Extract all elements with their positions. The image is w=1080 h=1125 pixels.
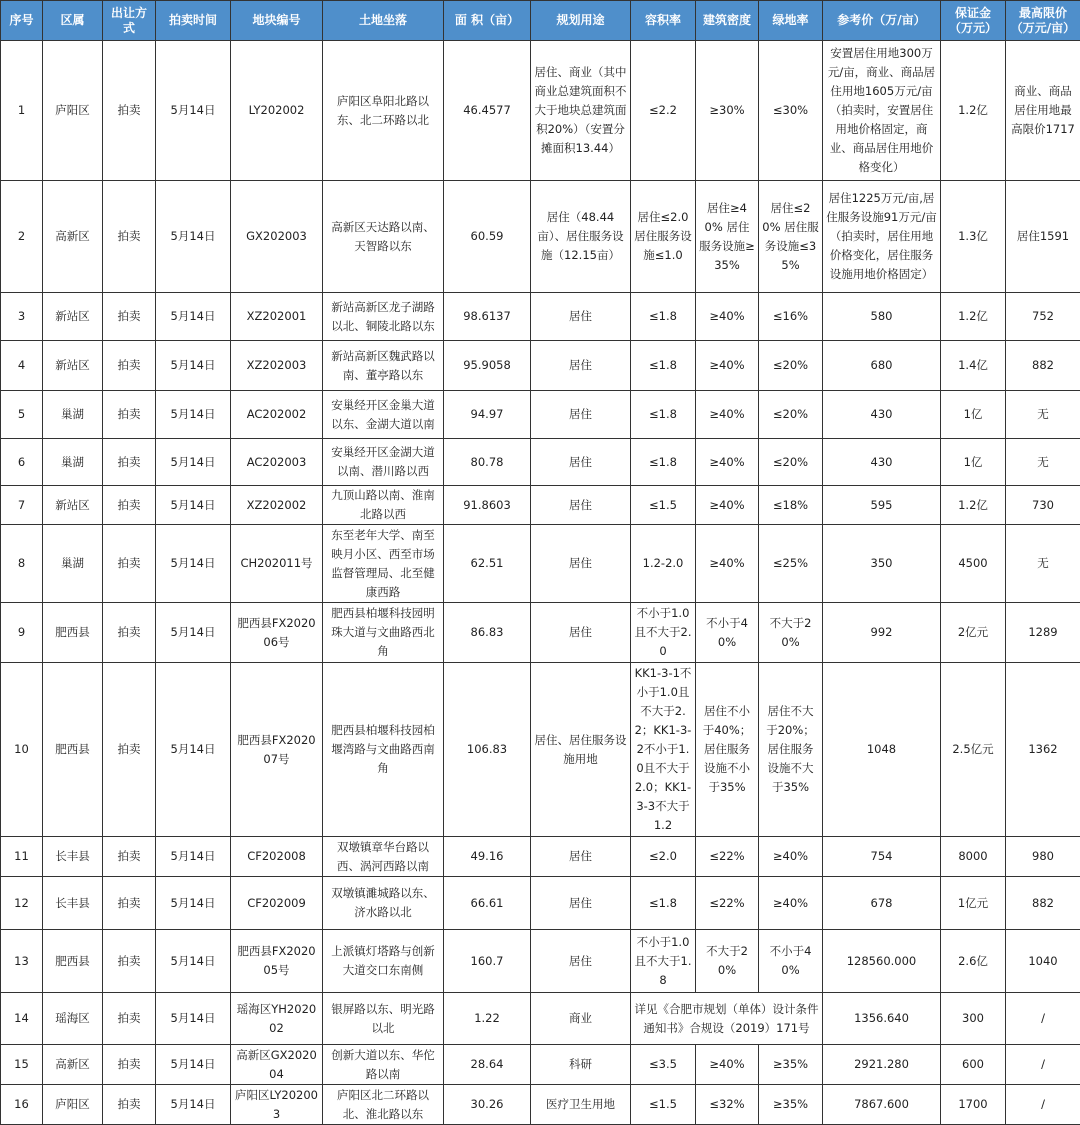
cell-reference-price: 430 [823,439,941,486]
cell-seq: 4 [1,341,43,391]
cell-seq: 3 [1,293,43,341]
table-header-row [1,1,1080,41]
cell-district: 新站区 [43,486,103,525]
header-location: 土地坐落 [323,1,444,41]
cell-planned-use: 居住 [531,930,631,993]
cell-seq: 13 [1,930,43,993]
cell-parcel-code: AC202003 [231,439,323,486]
cell-transfer-method: 拍卖 [103,930,156,993]
cell-plot-ratio: KK1-3-1不小于1.0且不大于2.2；KK1-3-2不小于1.0且不大于2.0；KK1-3-3不大于1.2 [631,663,696,837]
cell-reference-price: 350 [823,525,941,603]
cell-green-ratio: 不小于40% [759,930,823,993]
cell-location: 创新大道以东、华佗路以南 [323,1045,444,1085]
cell-planned-use: 居住（48.44亩）、居住服务设施（12.15亩） [531,181,631,293]
cell-location: 新站高新区魏武路以南、董亭路以东 [323,341,444,391]
cell-building-density: ≥40% [696,525,759,603]
cell-district: 庐阳区 [43,41,103,181]
cell-max-price: 无 [1006,391,1080,439]
cell-transfer-method: 拍卖 [103,341,156,391]
cell-district: 巢湖 [43,525,103,603]
cell-district: 高新区 [43,1045,103,1085]
cell-area: 46.4577 [444,41,531,181]
cell-max-price: 无 [1006,525,1080,603]
cell-seq: 8 [1,525,43,603]
cell-reference-price: 678 [823,877,941,930]
cell-green-ratio: ≤25% [759,525,823,603]
cell-planned-use: 居住、商业（其中商业总建筑面积不大于地块总建筑面积20%）（安置分摊面积13.44） [531,41,631,181]
table-row [1,663,1080,837]
cell-deposit: 1700 [941,1085,1006,1125]
table-row [1,877,1080,930]
cell-district: 长丰县 [43,837,103,877]
cell-planned-use: 居住 [531,525,631,603]
cell-planned-use: 居住 [531,837,631,877]
cell-district: 长丰县 [43,877,103,930]
cell-building-density: ≥30% [696,41,759,181]
cell-deposit: 1亿元 [941,877,1006,930]
cell-location: 庐阳区阜阳北路以东、北二环路以北 [323,41,444,181]
cell-deposit: 2.6亿 [941,930,1006,993]
cell-planned-use: 医疗卫生用地 [531,1085,631,1125]
cell-building-density: 不小于40% [696,603,759,663]
header-transfer-method: 出让方式 [103,1,156,41]
cell-deposit: 1.2亿 [941,41,1006,181]
cell-max-price: / [1006,1085,1080,1125]
cell-green-ratio: ≤20% [759,439,823,486]
cell-seq: 12 [1,877,43,930]
cell-seq: 16 [1,1085,43,1125]
cell-auction-date: 5月14日 [156,439,231,486]
cell-area: 94.97 [444,391,531,439]
cell-green-ratio: ≥35% [759,1045,823,1085]
cell-planned-use: 居住 [531,391,631,439]
cell-deposit: 1.3亿 [941,181,1006,293]
cell-reference-price: 2921.280 [823,1045,941,1085]
cell-deposit: 600 [941,1045,1006,1085]
cell-green-ratio: ≤18% [759,486,823,525]
cell-transfer-method: 拍卖 [103,181,156,293]
cell-deposit: 1亿 [941,439,1006,486]
cell-parcel-code: XZ202003 [231,341,323,391]
cell-seq: 7 [1,486,43,525]
cell-auction-date: 5月14日 [156,181,231,293]
header-building-density: 建筑密度 [696,1,759,41]
cell-plot-ratio: ≤1.8 [631,341,696,391]
cell-plot-ratio: ≤3.5 [631,1045,696,1085]
cell-parcel-code: XZ202001 [231,293,323,341]
cell-reference-price: 595 [823,486,941,525]
cell-parcel-code: CF202009 [231,877,323,930]
cell-transfer-method: 拍卖 [103,877,156,930]
cell-auction-date: 5月14日 [156,993,231,1045]
cell-district: 高新区 [43,181,103,293]
cell-parcel-code: CH202011号 [231,525,323,603]
cell-seq: 15 [1,1045,43,1085]
cell-transfer-method: 拍卖 [103,993,156,1045]
table-row [1,439,1080,486]
cell-parcel-code: 瑶海区YH202002 [231,993,323,1045]
cell-deposit: 1.4亿 [941,341,1006,391]
cell-district: 新站区 [43,293,103,341]
cell-planned-use: 居住 [531,486,631,525]
cell-green-ratio: 居住不大于20%；居住服务设施不大于35% [759,663,823,837]
cell-green-ratio: ≤20% [759,391,823,439]
cell-building-density: ≥40% [696,439,759,486]
cell-parcel-code: 庐阳区LY202003 [231,1085,323,1125]
cell-district: 新站区 [43,341,103,391]
cell-area: 160.7 [444,930,531,993]
table-row [1,1045,1080,1085]
header-deposit: 保证金（万元） [941,1,1006,41]
cell-green-ratio: 不大于20% [759,603,823,663]
cell-district: 瑶海区 [43,993,103,1045]
cell-location: 九顶山路以南、淮南北路以西 [323,486,444,525]
cell-area: 66.61 [444,877,531,930]
cell-seq: 10 [1,663,43,837]
cell-building-density: ≤22% [696,877,759,930]
cell-planned-use: 居住 [531,293,631,341]
cell-green-ratio: ≤20% [759,341,823,391]
cell-max-price: 882 [1006,877,1080,930]
cell-green-ratio: ≥40% [759,877,823,930]
cell-plot-ratio: 不小于1.0且不大于1.8 [631,930,696,993]
cell-transfer-method: 拍卖 [103,439,156,486]
cell-deposit: 1亿 [941,391,1006,439]
cell-planned-use: 商业 [531,993,631,1045]
cell-max-price: 无 [1006,439,1080,486]
cell-reference-price: 992 [823,603,941,663]
cell-green-ratio: ≥35% [759,1085,823,1125]
cell-reference-price: 安置居住用地300万元/亩，商业、商品居住用地1605万元/亩（拍卖时，安置居住用地价格固定，商业、商品居住用地价格变化） [823,41,941,181]
cell-deposit: 2亿元 [941,603,1006,663]
cell-planned-use: 居住 [531,603,631,663]
cell-planned-use: 居住、居住服务设施用地 [531,663,631,837]
cell-max-price: 730 [1006,486,1080,525]
cell-reference-price: 754 [823,837,941,877]
header-seq: 序号 [1,1,43,41]
cell-area: 95.9058 [444,341,531,391]
cell-reference-price: 1048 [823,663,941,837]
cell-area: 60.59 [444,181,531,293]
cell-building-density: ≥40% [696,486,759,525]
cell-location: 上派镇灯塔路与创新大道交口东南侧 [323,930,444,993]
cell-seq: 5 [1,391,43,439]
cell-building-density: ≥40% [696,341,759,391]
cell-plot-ratio: ≤1.8 [631,293,696,341]
table-body [1,41,1080,1125]
cell-seq: 2 [1,181,43,293]
cell-planned-use: 居住 [531,877,631,930]
cell-auction-date: 5月14日 [156,525,231,603]
cell-transfer-method: 拍卖 [103,391,156,439]
cell-plot-ratio: ≤1.8 [631,391,696,439]
header-reference-price: 参考价（万/亩） [823,1,941,41]
cell-deposit: 1.2亿 [941,486,1006,525]
table-row [1,341,1080,391]
cell-reference-price: 居住1225万元/亩,居住服务设施91万元/亩（拍卖时，居住用地价格变化，居住服务设施用地价格固定） [823,181,941,293]
cell-max-price: 商业、商品居住用地最高限价1717 [1006,41,1080,181]
cell-area: 98.6137 [444,293,531,341]
cell-location: 双墩镇濉城路以东、济水路以北 [323,877,444,930]
cell-location: 新站高新区龙子湖路以北、铜陵北路以东 [323,293,444,341]
cell-max-price: / [1006,993,1080,1045]
cell-transfer-method: 拍卖 [103,1085,156,1125]
cell-green-ratio: 居住≤20% 居住服务设施≤35% [759,181,823,293]
cell-building-density: 居住不小于40%；居住服务设施不小于35% [696,663,759,837]
cell-area: 106.83 [444,663,531,837]
cell-green-ratio: ≤16% [759,293,823,341]
cell-green-ratio: ≤30% [759,41,823,181]
cell-max-price: 1362 [1006,663,1080,837]
cell-district: 肥西县 [43,603,103,663]
cell-seq: 9 [1,603,43,663]
cell-auction-date: 5月14日 [156,603,231,663]
cell-parcel-code: 肥西县FX202005号 [231,930,323,993]
header-auction-date: 拍卖时间 [156,1,231,41]
cell-reference-price: 128560.000 [823,930,941,993]
table-row [1,930,1080,993]
header-area: 面 积（亩） [444,1,531,41]
cell-max-price: 882 [1006,341,1080,391]
table-row [1,181,1080,293]
cell-auction-date: 5月14日 [156,341,231,391]
header-max-price: 最高限价（万元/亩） [1006,1,1080,41]
table-row [1,837,1080,877]
cell-area: 91.8603 [444,486,531,525]
cell-green-ratio: ≥40% [759,837,823,877]
cell-max-price: / [1006,1045,1080,1085]
cell-location: 双墩镇章华台路以西、涡河西路以南 [323,837,444,877]
cell-seq: 11 [1,837,43,877]
cell-transfer-method: 拍卖 [103,525,156,603]
cell-deposit: 1.2亿 [941,293,1006,341]
cell-parcel-code: XZ202002 [231,486,323,525]
header-plot-ratio: 容积率 [631,1,696,41]
header-green-ratio: 绿地率 [759,1,823,41]
table-row [1,41,1080,181]
cell-deposit: 300 [941,993,1006,1045]
cell-planned-use: 居住 [531,341,631,391]
cell-transfer-method: 拍卖 [103,1045,156,1085]
cell-reference-price: 680 [823,341,941,391]
cell-area: 30.26 [444,1085,531,1125]
cell-transfer-method: 拍卖 [103,41,156,181]
cell-auction-date: 5月14日 [156,293,231,341]
table-row [1,1085,1080,1125]
cell-plot-ratio: ≤1.5 [631,486,696,525]
cell-area: 49.16 [444,837,531,877]
cell-plot-ratio: 1.2-2.0 [631,525,696,603]
header-planned-use: 规划用途 [531,1,631,41]
cell-parcel-code: GX202003 [231,181,323,293]
cell-location: 东至老年大学、南至映月小区、西至市场监督管理局、北至健康西路 [323,525,444,603]
cell-seq: 6 [1,439,43,486]
table-row [1,391,1080,439]
cell-transfer-method: 拍卖 [103,603,156,663]
cell-location: 银屏路以东、明光路以北 [323,993,444,1045]
cell-district: 肥西县 [43,930,103,993]
cell-parcel-code: 肥西县FX202006号 [231,603,323,663]
cell-district: 肥西县 [43,663,103,837]
cell-auction-date: 5月14日 [156,837,231,877]
cell-area: 86.83 [444,603,531,663]
cell-building-density: 不大于20% [696,930,759,993]
cell-location: 肥西县柏堰科技园明珠大道与文曲路西北角 [323,603,444,663]
cell-area: 62.51 [444,525,531,603]
cell-auction-date: 5月14日 [156,1085,231,1125]
header-parcel-code: 地块编号 [231,1,323,41]
cell-max-price: 1289 [1006,603,1080,663]
cell-seq: 14 [1,993,43,1045]
cell-max-price: 752 [1006,293,1080,341]
cell-building-density: ≤22% [696,837,759,877]
cell-district: 庐阳区 [43,1085,103,1125]
cell-auction-date: 5月14日 [156,486,231,525]
cell-plot-ratio: ≤1.8 [631,439,696,486]
table-row [1,486,1080,525]
cell-auction-date: 5月14日 [156,1045,231,1085]
table-row [1,603,1080,663]
cell-reference-price: 580 [823,293,941,341]
cell-plot-ratio: 居住≤2.0 居住服务设施≤1.0 [631,181,696,293]
cell-area: 1.22 [444,993,531,1045]
cell-location: 肥西县柏堰科技园柏堰湾路与文曲路西南角 [323,663,444,837]
table-row [1,525,1080,603]
cell-location: 安巢经开区金巢大道以东、金湖大道以南 [323,391,444,439]
cell-plot-ratio: ≤1.5 [631,1085,696,1125]
table-row [1,993,1080,1045]
cell-location: 庐阳区北二环路以北、淮北路以东 [323,1085,444,1125]
cell-plot-ratio: ≤1.8 [631,877,696,930]
cell-location: 安巢经开区金湖大道以南、潜川路以西 [323,439,444,486]
cell-plot-ratio: 详见《合肥市规划（单体）设计条件通知书》合规设（2019）171号 [631,993,823,1045]
cell-location: 高新区天达路以南、天智路以东 [323,181,444,293]
cell-transfer-method: 拍卖 [103,663,156,837]
cell-building-density: ≥40% [696,293,759,341]
cell-plot-ratio: ≤2.2 [631,41,696,181]
cell-area: 80.78 [444,439,531,486]
cell-max-price: 居住1591 [1006,181,1080,293]
cell-planned-use: 科研 [531,1045,631,1085]
cell-transfer-method: 拍卖 [103,837,156,877]
cell-seq: 1 [1,41,43,181]
cell-area: 28.64 [444,1045,531,1085]
cell-district: 巢湖 [43,391,103,439]
cell-reference-price: 7867.600 [823,1085,941,1125]
table-row [1,293,1080,341]
cell-auction-date: 5月14日 [156,877,231,930]
cell-reference-price: 1356.640 [823,993,941,1045]
cell-building-density: ≤32% [696,1085,759,1125]
cell-plot-ratio: ≤2.0 [631,837,696,877]
cell-plot-ratio: 不小于1.0且不大于2.0 [631,603,696,663]
cell-building-density: ≥40% [696,1045,759,1085]
cell-transfer-method: 拍卖 [103,293,156,341]
cell-deposit: 8000 [941,837,1006,877]
cell-district: 巢湖 [43,439,103,486]
cell-parcel-code: 高新区GX202004 [231,1045,323,1085]
cell-parcel-code: LY202002 [231,41,323,181]
cell-auction-date: 5月14日 [156,391,231,439]
cell-deposit: 2.5亿元 [941,663,1006,837]
cell-planned-use: 居住 [531,439,631,486]
cell-deposit: 4500 [941,525,1006,603]
cell-auction-date: 5月14日 [156,930,231,993]
cell-building-density: 居住≥40% 居住服务设施≥35% [696,181,759,293]
cell-auction-date: 5月14日 [156,663,231,837]
cell-parcel-code: AC202002 [231,391,323,439]
cell-reference-price: 430 [823,391,941,439]
cell-max-price: 980 [1006,837,1080,877]
cell-auction-date: 5月14日 [156,41,231,181]
cell-max-price: 1040 [1006,930,1080,993]
cell-transfer-method: 拍卖 [103,486,156,525]
header-district: 区属 [43,1,103,41]
cell-building-density: ≥40% [696,391,759,439]
cell-parcel-code: 肥西县FX202007号 [231,663,323,837]
cell-parcel-code: CF202008 [231,837,323,877]
